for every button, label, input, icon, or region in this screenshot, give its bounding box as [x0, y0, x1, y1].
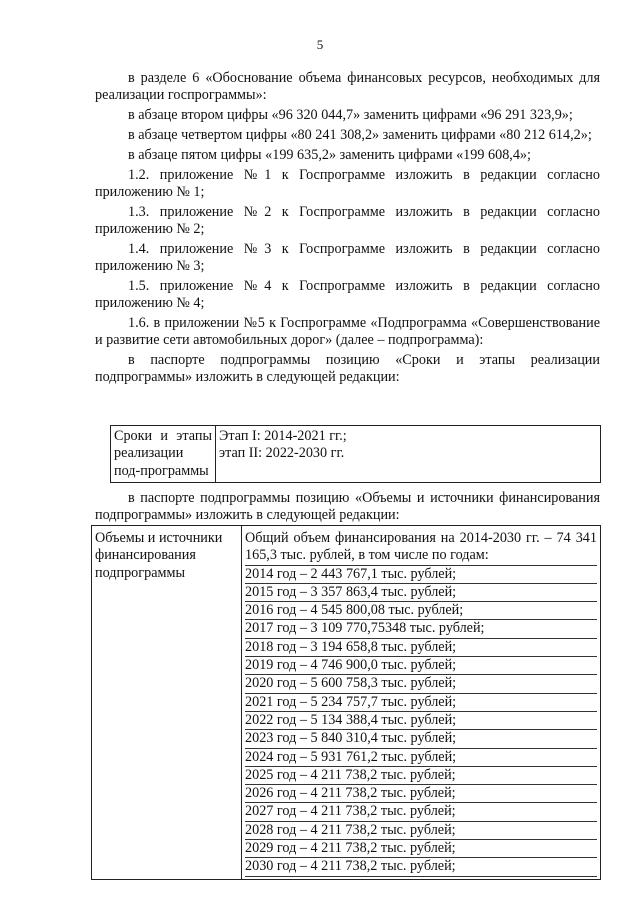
financing-label: Объемы и источники финансирования подпрограммы: [95, 530, 223, 581]
body-text-between: [95, 490, 600, 527]
paragraph: в паспорте подпрограммы позицию «Сроки и этапы реализации подпрограммы» изложить в следующей редакции:: [95, 352, 600, 385]
financing-year-line: 2015 год – 3 357 863,4 тыс. рублей;: [245, 584, 597, 602]
financing-year-line: 2022 год – 5 134 388,4 тыс. рублей;: [245, 712, 597, 730]
stages-label: Сроки и этапы реализации под-программы: [114, 428, 212, 479]
financing-year-line: 2021 год – 5 234 757,7 тыс. рублей;: [245, 694, 597, 712]
financing-years-list: [245, 566, 597, 877]
paragraph: в абзаце пятом цифры «199 635,2» заменить цифрами «199 608,4»;: [128, 147, 531, 163]
table-row: [111, 426, 601, 483]
paragraph: в паспорте подпрограммы позицию «Объемы и источники финансирования подпрограммы» изложить в следующей редакции:: [95, 490, 600, 523]
stages-table: [110, 425, 601, 483]
financing-year-line: 2029 год – 4 211 738,2 тыс. рублей;: [245, 840, 597, 858]
financing-label-cell: [92, 526, 242, 880]
stages-value-cell: [216, 426, 601, 483]
financing-table: [91, 525, 601, 880]
financing-year-line: 2017 год – 3 109 770,75348 тыс. рублей;: [245, 620, 597, 638]
stage-line: Этап I: 2014-2021 гг.;: [219, 428, 347, 444]
stages-label-cell: [111, 426, 216, 483]
table-row: [92, 526, 601, 880]
financing-year-line: 2020 год – 5 600 758,3 тыс. рублей;: [245, 675, 597, 693]
body-text: [95, 70, 600, 389]
financing-year-line: 2025 год – 4 211 738,2 тыс. рублей;: [245, 767, 597, 785]
financing-year-line: 2030 год – 4 211 738,2 тыс. рублей;: [245, 858, 597, 876]
financing-intro: Общий объем финансирования на 2014-2030 гг. – 74 341 165,3 тыс. рублей, в том числе по годам:: [245, 530, 597, 566]
financing-year-line: 2027 год – 4 211 738,2 тыс. рублей;: [245, 803, 597, 821]
paragraph: 1.5. приложение №4 к Госпрограмме изложить в редакции согласно приложению № 4;: [95, 278, 600, 311]
paragraph: 1.3. приложение №2 к Госпрограмме изложить в редакции согласно приложению № 2;: [95, 204, 600, 237]
financing-year-line: 2019 год – 4 746 900,0 тыс. рублей;: [245, 657, 597, 675]
financing-year-line: 2014 год – 2 443 767,1 тыс. рублей;: [245, 566, 597, 584]
financing-year-line: 2016 год – 4 545 800,08 тыс. рублей;: [245, 602, 597, 620]
page-number: 5: [316, 37, 324, 52]
financing-year-line: 2018 год – 3 194 658,8 тыс. рублей;: [245, 639, 597, 657]
financing-year-line: 2023 год – 5 840 310,4 тыс. рублей;: [245, 730, 597, 748]
financing-year-line: 2024 год – 5 931 761,2 тыс. рублей;: [245, 749, 597, 767]
paragraph: в абзаце четвертом цифры «80 241 308,2» заменить цифрами «80 212 614,2»;: [128, 127, 592, 143]
paragraph: 1.4. приложение №3 к Госпрограмме изложить в редакции согласно приложению № 3;: [95, 241, 600, 274]
paragraph: 1.6. в приложении №5 к Госпрограмме «Подпрограмма «Совершенствование и развитие сети автомобильных дорог» (далее – подпрограмма):: [95, 315, 600, 348]
paragraph: в разделе 6 «Обоснование объема финансовых ресурсов, необходимых для реализации госпрограммы»:: [95, 70, 600, 103]
paragraph: 1.2. приложение №1 к Госпрограмме изложить в редакции согласно приложению № 1;: [95, 167, 600, 200]
financing-value-cell: [242, 526, 601, 880]
paragraph: в абзаце втором цифры «96 320 044,7» заменить цифрами «96 291 323,9»;: [128, 107, 573, 123]
financing-year-line: 2028 год – 4 211 738,2 тыс. рублей;: [245, 822, 597, 840]
financing-year-line: 2026 год – 4 211 738,2 тыс. рублей;: [245, 785, 597, 803]
stage-line: этап II: 2022-2030 гг.: [219, 445, 345, 462]
